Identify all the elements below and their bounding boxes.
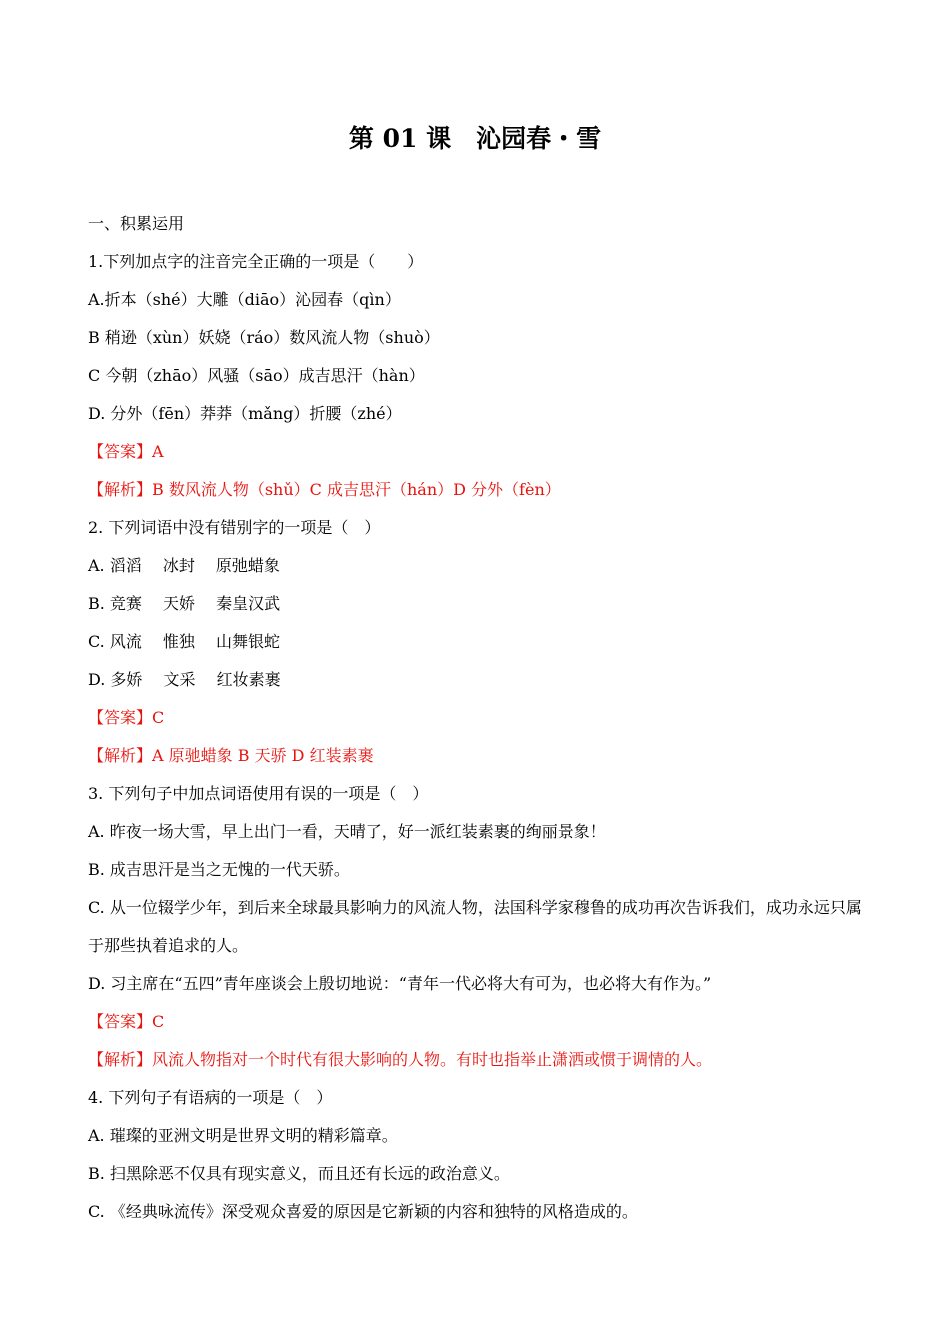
analysis: 【解析】B 数风流人物（shǔ）C 成吉思汗（hán）D 分外（fèn） [88, 480, 561, 499]
option-b: B 稍逊（xùn）妖娆（ráo）数风流人物（shuò） [88, 328, 440, 347]
option-c: C 今朝（zhāo）风骚（sāo）成吉思汗（hàn） [88, 366, 425, 385]
document-body [88, 205, 863, 1231]
question-2 [88, 509, 863, 775]
analysis: 【解析】风流人物指对一个时代有很大影响的人物。有时也指举止潇洒或惯于调情的人。 [88, 1050, 713, 1069]
analysis: 【解析】A 原驰蜡象 B 天骄 D 红装素裹 [88, 746, 374, 765]
question-4 [88, 1079, 863, 1231]
option-a: A.折本（shé）大雕（diāo）沁园春（qìn） [88, 290, 401, 309]
option-b: B. 竞赛 天娇 秦皇汉武 [88, 594, 281, 613]
answer: 【答案】A [88, 442, 164, 461]
option-d: D. 习主席在“五四”青年座谈会上殷切地说：“青年一代必将大有可为，也必将大有作为。” [88, 974, 712, 993]
option-c: C. 风流 惟独 山舞银蛇 [88, 632, 281, 651]
answer: 【答案】C [88, 708, 165, 727]
option-b: B. 成吉思汗是当之无愧的一代天骄。 [88, 860, 350, 879]
answer: 【答案】C [88, 1012, 165, 1031]
option-c: C. 《经典咏流传》深受观众喜爱的原因是它新颖的内容和独特的风格造成的。 [88, 1202, 638, 1221]
option-b: B. 扫黑除恶不仅具有现实意义，而且还有长远的政治意义。 [88, 1164, 510, 1183]
question-1 [88, 243, 863, 509]
question-stem: 3. 下列句子中加点词语使用有误的一项是（ ） [88, 784, 429, 803]
option-a: A. 璀璨的亚洲文明是世界文明的精彩篇章。 [88, 1126, 398, 1145]
option-d: D. 多娇 文采 红妆素裹 [88, 670, 281, 689]
question-stem: 4. 下列句子有语病的一项是（ ） [88, 1088, 333, 1107]
section-heading: 一、积累运用 [88, 214, 185, 233]
option-a: A. 滔滔 冰封 原弛蜡象 [88, 556, 280, 575]
question-stem: 2. 下列词语中没有错别字的一项是（ ） [88, 518, 381, 537]
option-a: A. 昨夜一场大雪，早上出门一看，天晴了，好一派红装素裹的绚丽景象！ [88, 822, 606, 841]
question-3 [88, 775, 863, 1079]
question-stem: 1.下列加点字的注音完全正确的一项是（ ） [88, 252, 424, 271]
option-d: D. 分外（fēn）莽莽（mǎng）折腰（zhé） [88, 404, 402, 423]
page-title: 第 01 课 沁园春・雪 [348, 124, 602, 153]
option-c: C. 从一位辍学少年，到后来全球最具影响力的风流人物，法国科学家穆鲁的成功再次告诉我们，成功永远只属于那些执着追求的人。 [88, 898, 862, 955]
